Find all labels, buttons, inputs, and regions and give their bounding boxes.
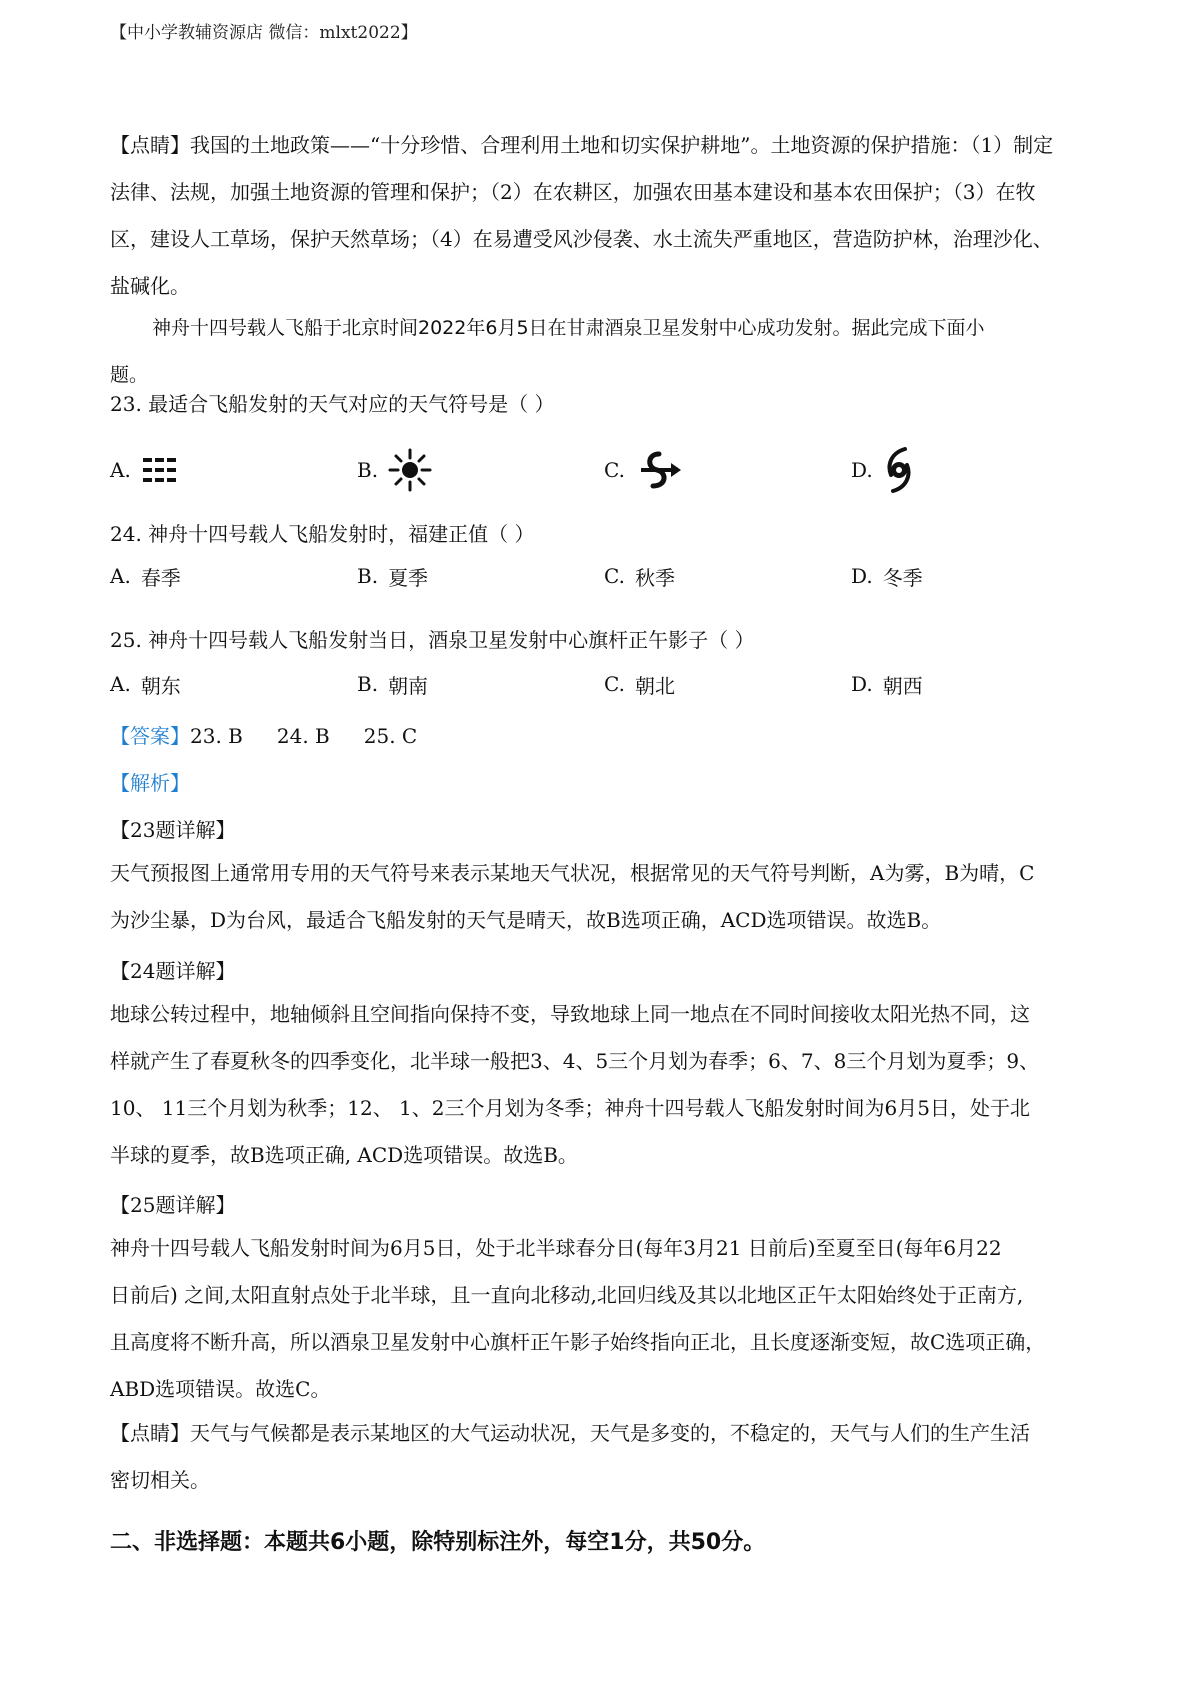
text-line: 为沙尘暴，D为台风，最适合飞船发射的天气是晴天，故B选项正确，ACD选项错误。故选B。	[110, 908, 942, 932]
sunny-symbol-icon	[388, 448, 432, 492]
option-letter: C.	[604, 564, 625, 588]
text-line: 题。	[110, 364, 149, 386]
detail-23-body	[110, 850, 1100, 944]
text-line: 盐碱化。	[110, 274, 190, 298]
text-line: 日前后) 之间,太阳直射点处于北半球，且一直向北移动,北回归线及其以北地区正午太阳始终处于正南方,	[110, 1283, 1024, 1307]
answer-line	[110, 720, 1100, 749]
text-line: 地球公转过程中，地轴倾斜且空间指向保持不变，导致地球上同一地点在不同时间接收太阳光热不同，这	[110, 1002, 1030, 1026]
option-d[interactable]	[851, 450, 915, 490]
text-line: 天气预报图上通常用专用的天气符号来表示某地天气状况，根据常见的天气符号判断，A为雾，B为晴，C	[110, 861, 1035, 885]
text-line: 法律、法规，加强土地资源的管理和保护；（2）在农耕区，加强农田基本建设和基本农田保护；（3）在牧	[110, 180, 1036, 204]
option-b[interactable]	[357, 450, 432, 490]
text-line: 神舟十四号载人飞船于北京时间2022年6月5日在甘肃酒泉卫星发射中心成功发射。据此完成下面小	[152, 317, 985, 339]
option-text: 朝南	[388, 673, 429, 698]
text-line: ABD选项错误。故选C。	[110, 1377, 331, 1401]
text-line: 【点睛】我国的土地政策——“十分珍惜、合理利用土地和切实保护耕地”。土地资源的保护措施：（1）制定	[110, 133, 1054, 157]
text-line: 【点睛】天气与气候都是表示某地区的大气运动状况，天气是多变的，不稳定的，天气与人们的生产生活	[110, 1421, 1030, 1445]
option-letter: A.	[110, 672, 131, 696]
option-text: 夏季	[388, 565, 429, 590]
typhoon-symbol-icon	[883, 447, 915, 493]
question-25-stem: 25. 神舟十四号载人飞船发射当日，酒泉卫星发射中心旗杆正午影子（ ）	[110, 628, 755, 652]
option-letter: C.	[604, 458, 625, 482]
option-letter: D.	[851, 458, 873, 482]
text-line: 半球的夏季，故B选项正确, ACD选项错误。故选B。	[110, 1143, 578, 1167]
option-c[interactable]	[604, 450, 683, 490]
answer-item: 25. C	[363, 724, 418, 748]
answer-item: 24. B	[276, 724, 330, 748]
option-a[interactable]	[110, 450, 181, 490]
option-text: 秋季	[634, 565, 675, 590]
dianjing-paragraph-1	[110, 122, 1100, 310]
text-line: 区，建设人工草场，保护天然草场；（4）在易遭受风沙侵袭、水土流失严重地区，营造防护林，治理沙化、	[110, 227, 1053, 251]
option-c[interactable]	[604, 664, 675, 704]
question-23-stem: 23. 最适合飞船发射的天气对应的天气符号是（ ）	[110, 392, 555, 416]
section-2-title: 二、非选择题：本题共6小题，除特别标注外，每空1分，共50分。	[110, 1530, 766, 1555]
text-line: 且高度将不断升高，所以酒泉卫星发射中心旗杆正午影子始终指向正北，且长度逐渐变短，故C选项正确，	[110, 1330, 1046, 1354]
option-b[interactable]	[357, 664, 428, 704]
option-letter: B.	[357, 458, 379, 482]
detail-24-body	[110, 991, 1100, 1179]
option-letter: C.	[604, 672, 625, 696]
option-b[interactable]	[357, 556, 428, 596]
detail-23-title: 【23题详解】	[110, 818, 236, 842]
option-text: 朝东	[140, 673, 181, 698]
question-25-options	[110, 664, 1100, 704]
option-letter: A.	[110, 564, 131, 588]
text-line: 10、 11三个月划为秋季；12、 1、2三个月划为冬季；神舟十四号载人飞船发射时间为6月5日，处于北	[110, 1096, 1030, 1120]
option-letter: A.	[110, 458, 131, 482]
detail-25-body	[110, 1225, 1100, 1413]
answer-label: 【答案】	[110, 724, 190, 748]
question-intro	[110, 305, 1100, 399]
option-text: 朝西	[882, 673, 923, 698]
option-d[interactable]	[851, 556, 923, 596]
text-line: 密切相关。	[110, 1468, 210, 1492]
source-note: 【中小学教辅资源店 微信：mlxt2022】	[110, 23, 418, 43]
detail-24-title: 【24题详解】	[110, 959, 236, 983]
text-line: 样就产生了春夏秋冬的四季变化，北半球一般把3、4、5三个月划为春季；6、7、8三个月划为夏季；9、	[110, 1049, 1040, 1073]
option-text: 春季	[140, 565, 181, 590]
fog-symbol-icon	[141, 455, 181, 485]
option-d[interactable]	[851, 664, 923, 704]
answer-item: 23. B	[190, 724, 243, 748]
analysis-label: 【解析】	[110, 771, 190, 795]
option-letter: D.	[851, 672, 873, 696]
option-a[interactable]	[110, 556, 181, 596]
option-letter: B.	[357, 672, 379, 696]
question-23-options	[110, 450, 1100, 490]
detail-25-title: 【25题详解】	[110, 1193, 236, 1217]
option-letter: B.	[357, 564, 379, 588]
sandstorm-symbol-icon	[635, 450, 683, 490]
option-text: 朝北	[634, 673, 675, 698]
question-24-stem: 24. 神舟十四号载人飞船发射时，福建正值（ ）	[110, 522, 535, 546]
question-24-options	[110, 556, 1100, 596]
option-text: 冬季	[882, 565, 923, 590]
dianjing-paragraph-2	[110, 1410, 1100, 1504]
text-line: 神舟十四号载人飞船发射时间为6月5日，处于北半球春分日(每年3月21 日前后)至夏至日(每年6月22	[110, 1236, 1002, 1260]
option-letter: D.	[851, 564, 873, 588]
option-a[interactable]	[110, 664, 181, 704]
option-c[interactable]	[604, 556, 675, 596]
